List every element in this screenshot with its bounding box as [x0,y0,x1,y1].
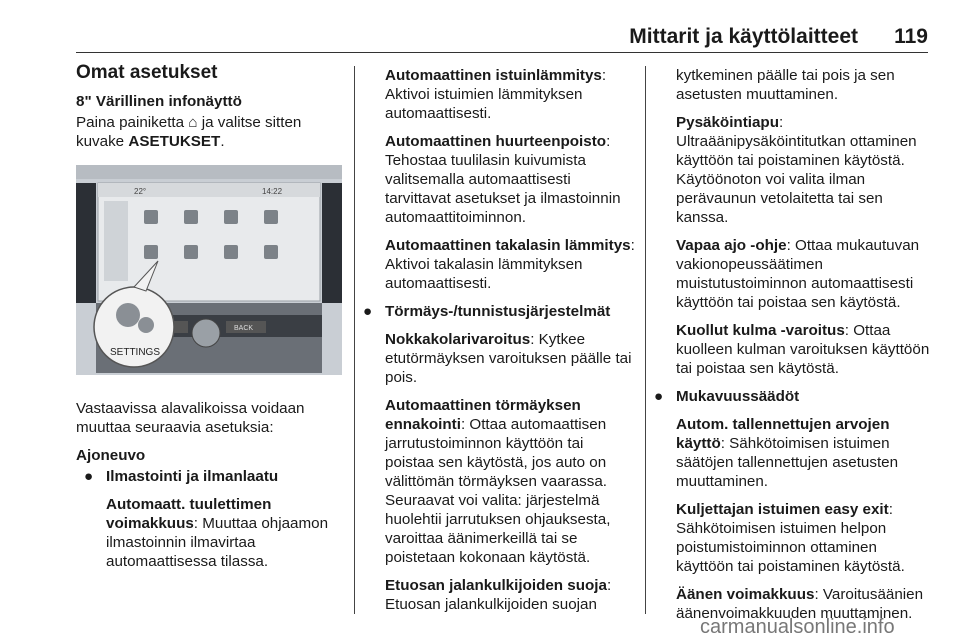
column-3 [654,66,932,632]
watermark: carmanualsonline.info [700,616,895,638]
column-2 [363,66,635,623]
section-heading: Omat asetukset [76,62,218,83]
bullet-collision: ● Törmäys-/tunnistusjärjestelmät [363,303,611,320]
intro-paragraph: Paina painiketta ⌂ ja valitse sitten kuvake ASETUKSET. [76,114,302,150]
column-divider-2 [645,66,646,614]
vehicle-heading: Ajoneuvo [76,447,146,464]
item-seat-heating: Automaattinen istuinlämmitys: Aktivoi istuimien lämmityksen automaattisesti. [385,67,607,122]
item-fan-speed: Automaatt. tuulettimen voimakkuus: Muuttaa ohjaamon ilmastoinnin ilmavirtaa automaattisessa tilassa. [106,496,329,570]
pedestrian-continued: kytkeminen päälle tai pois ja sen asetusten muuttaminen. [676,67,895,103]
column-1 [76,62,346,580]
home-icon: ⌂ [188,114,198,131]
item-rear-defrost: Automaattinen takalasin lämmitys: Aktivoi takalasin lämmityksen automaattisesti. [385,237,635,292]
item-easy-exit: Kuljettajan istuimen easy exit: Sähkötoimisen istuimen helpon poistumistoiminnon ottaminen käyttöön tai poistaminen käytöstä. [676,501,905,575]
screen-time: 14:22 [262,187,283,196]
page-number: 119 [894,25,928,48]
item-pedestrian: Etuosan jalankulkijoiden suoja: Etuosan jalankulkijoiden suojan [385,577,612,613]
infotainment-illustration [76,165,342,375]
page-header [76,26,928,48]
item-volume: Äänen voimakkuus: Varoitusäänien äänenvoimakkuuden muuttaminen. [676,586,924,622]
item-blind-spot: Kuollut kulma -varoitus: Ottaa kuolleen kulman varoituksen käyttöön tai poistaa sen käytöstä. [676,322,930,377]
paragraph-submenus: Vastaavissa alavalikoissa voidaan muuttaa seuraavia asetuksia: [76,400,305,436]
item-defog: Automaattinen huurteenpoisto: Tehostaa tuulilasin kuivumista valitsemalla automaattisesti tarvittavat asetukset ja ilmastoinnin automaattitoiminnon. [385,133,621,226]
subsection-heading: 8" Värillinen infonäyttö [76,93,242,110]
bullet-comfort: ● Mukavuussäädöt [654,388,800,405]
infotainment-figure [76,165,342,375]
back-label: BACK [234,325,254,332]
item-memory: Autom. tallennettujen arvojen käyttö: Sähkötoimisen istuimen säätöjen tallennettujen asetusten muuttaminen. [676,416,899,490]
item-forward-alert: Nokkakolarivaroitus: Kytkee etutörmäyksen varoituksen päälle tai pois. [385,331,632,386]
item-auto-brake: Automaattinen törmäyksen ennakointi: Ottaa automaattisen jarrutustoiminnon käyttöön tai poistaa sen käytöstä, jos auto on välittömän törmäyksen vaarassa. Seuraavat voi valita: järjestelmä huolehtii jarrutuksen ohjauksesta, varoittaa äänimerkeillä tai se poistetaan kokonaan käytöstä. [385,397,611,566]
screen-temp: 22° [134,187,147,196]
bullet-climate: ● Ilmastointi ja ilmanlaatu [84,468,279,485]
column-divider-1 [354,66,355,614]
item-park-assist: Pysäköintiapu: Ultraäänipysäköintitutkan ottaminen käyttöön tai poistaminen käytöstä. Käytöönoton voi valita ilman perävaunun vetolaitetta tai sen kanssa. [676,114,917,226]
header-rule [76,52,928,53]
item-coasting: Vapaa ajo -ohje: Ottaa mukautuvan vakionopeussäätimen muistutustoiminnon automaattisesti käyttöön tai poistaa sen käytöstä. [676,237,920,311]
chapter-title: Mittarit ja käyttölaitteet [629,25,858,48]
settings-label: SETTINGS [110,347,161,358]
